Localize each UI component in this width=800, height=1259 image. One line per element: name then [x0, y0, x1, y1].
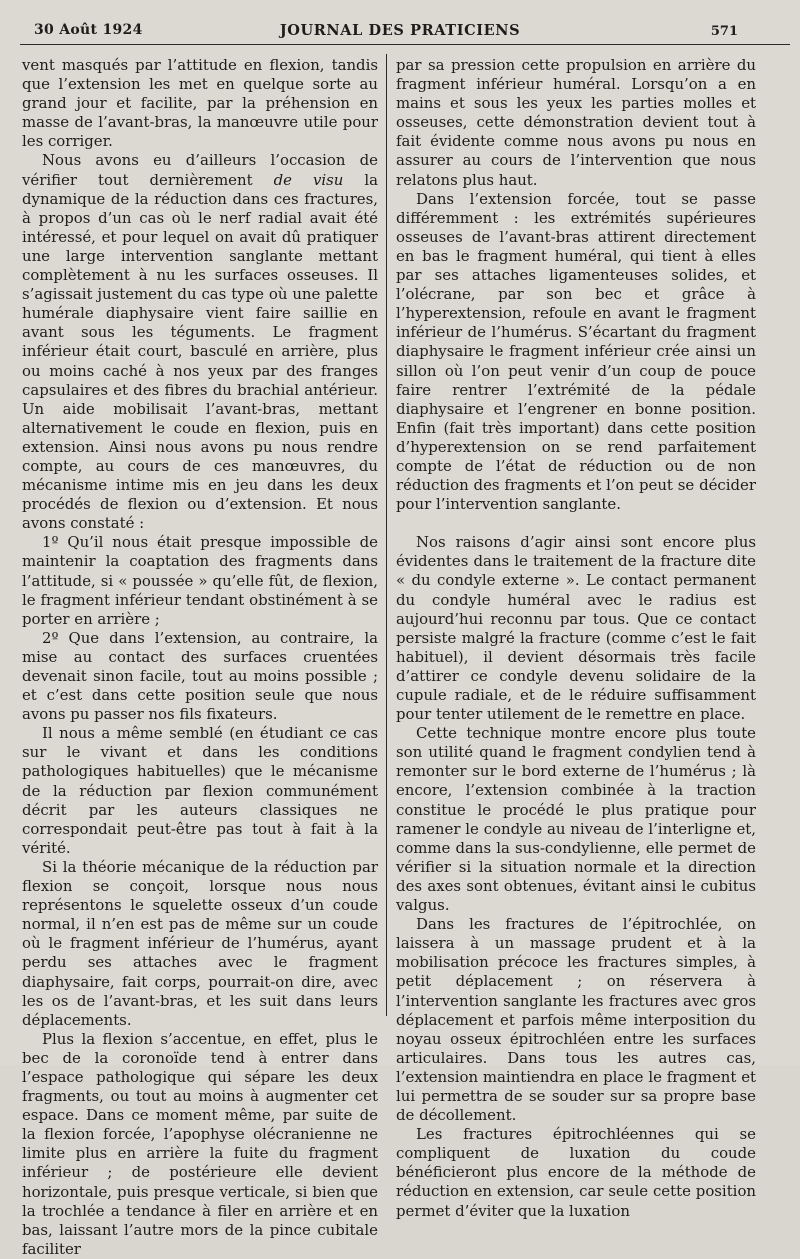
issue-date: 30 Août 1924: [34, 22, 143, 38]
paragraph: Si la théorie mécanique de la réduction par flexion se conçoit, lorsque nous nous représentons le squelette osseux d’un coude normal, il n’en est pas de même sur un coude où le fragment inférieur de l’humérus, ayant perdu ses attaches avec le fragment diaphysaire, fait corps, pourrait-on dire, avec les os de l’avant-bras, et les suit dans leurs déplacements.: [22, 857, 378, 1029]
right-column: [396, 56, 756, 1221]
header-rule: [20, 44, 790, 45]
paragraph: Il nous a même semblé (en étudiant ce cas sur le vivant et dans les conditions pathologiques habituelles) que le mécanisme de la réduction par flexion communément décrit par les auteurs classiques ne correspondait peut-être pas tout à fait à la vérité.: [22, 724, 378, 857]
paragraph: Les fractures épitrochléennes qui se compliquent de luxation du coude bénéficieront plus encore de la méthode de réduction en extension, car seule cette position permet d’éviter que la luxation: [396, 1125, 756, 1220]
page-number: 571: [710, 24, 738, 39]
paragraph: Cette technique montre encore plus toute son utilité quand le fragment condylien tend à remonter sur le bord externe de l’humérus ; là encore, l’extension combinée à la traction constitue le procédé le plus pratique pour ramener le condyle au niveau de l’interligne et, comme dans la sus-condylienne, elle permet de vérifier si la situation normale et la direction des axes sont obtenues, évitant ainsi le cubitus valgus.: [396, 724, 756, 915]
page-header: [0, 0, 800, 44]
left-column: [22, 56, 378, 1259]
paragraph-text: la dynamique de la réduction dans ces fractures, à propos d’un cas où le nerf radial avait été intéressé, et pour lequel on avait dû pratiquer une large intervention sanglante mettant complètement à nu les surfaces osseuses. Il s’agissait justement du cas type où une palette humérale diaphysaire vient faire saillie en avant sous les téguments. Le fragment inférieur était court, basculé en arrière, plus ou moins caché à nos yeux par des franges capsulaires et des fibres du brachial antérieur. Un aide mobilisait l’avant-bras, mettant alternativement le coude en flexion, puis en extension. Ainsi nous avons pu nous rendre compte, au cours de ces manœuvres, du mécanisme intime mis en jeu dans les deux procédés de flexion ou d’extension. Et nous avons constaté :: [22, 170, 379, 533]
paragraph: Dans les fractures de l’épitrochlée, on laissera à un massage prudent et à la mobilisation précoce les fractures simples, à petit déplacement ; on réservera à l’intervention sanglante les fractures avec gros déplacement et parfois même interposition du noyau osseux épitrochléen entre les surfaces articulaires. Dans tous les autres cas, l’extension maintiendra en place le fragment et lui permettra de se souder sur sa propre base de décollement.: [396, 915, 756, 1125]
paragraph: Plus la flexion s’accentue, en effet, plus le bec de la coronoïde tend à entrer dans l’espace pathologique qui sépare les deux fragments, ou tout au moins à augmenter cet espace. Dans ce moment même, par suite de la flexion forcée, l’apophyse olécranienne ne limite plus en arrière la fuite du fragment inférieur ; de postérieure elle devient horizontale, puis presque verticale, si bien que la trochlée a tendance à filer en arrière et en bas, laissant l’autre mors de la pince cubitale faciliter: [22, 1029, 378, 1258]
paragraph: vent masqués par l’attitude en flexion, tandis que l’extension les met en quelque sorte au grand jour et facilite, par la préhension en masse de l’avant-bras, la manœuvre utile pour les corriger.: [22, 56, 378, 151]
paragraph: Nos raisons d’agir ainsi sont encore plus évidentes dans le traitement de la fracture dite « du condyle externe ». Le contact permanent du condyle huméral avec le radius est aujourd’hui reconnu par tous. Que ce contact persiste malgré la fracture (comme c’est le fait habituel), il devient désormais très facile d’attirer ce condyle devenu solidaire de la cupule radiale, et de le réduire suffisamment pour tenter utilement de le remettre en place.: [396, 533, 756, 724]
journal-title: JOURNAL DES PRATICIENS: [279, 22, 521, 39]
paragraph: par sa pression cette propulsion en arrière du fragment inférieur huméral. Lorsqu’on a en mains et sous les yeux les parties molles et osseuses, cette démonstration devient tout à fait évidente comme nous avons pu nous en assurer au cours de l’intervention que nous relatons plus haut.: [396, 56, 756, 189]
column-divider: [386, 54, 387, 1016]
paragraph: 2º Que dans l’extension, au contraire, la mise au contact des surfaces cruentées devenait sinon facile, tout au moins possible ; et c’est dans cette position seule que nous avons pu passer nos fils fixateurs.: [22, 628, 378, 724]
paragraph-text: Nous avons eu d’ailleurs l’occasion de vérifier tout dernièrement: [22, 151, 378, 189]
paragraph: 1º Qu’il nous était presque impossible de maintenir la coaptation des fragments dans l’attitude, si « poussée » qu’elle fût, de flexion, le fragment inférieur tendant obstinément à se porter en arrière ;: [22, 533, 378, 628]
emphasis-text: de visu: [273, 170, 344, 189]
paragraph: Dans l’extension forcée, tout se passe différemment : les extrémités supérieures osseuses de l’avant-bras attirent directement en bas le fragment huméral, qui tient à elles par ses attaches ligamenteuses solides, et l’olécrane, par son bec et grâce à l’hyperextension, refoule en avant le fragment inférieur de l’humérus. S’écartant du fragment diaphysaire le fragment inférieur crée ainsi un sillon où l’on peut venir d’un coup de pouce faire rentrer l’extrémité de la pédale diaphysaire et l’engrener en bonne position. Enfin (fait très important) dans cette position d’hyperextension on se rend parfaitement compte de l’état de réduction ou de non réduction des fragments et l’on peut se décider pour l’intervention sanglante.: [396, 189, 756, 514]
paragraph: [22, 151, 378, 533]
